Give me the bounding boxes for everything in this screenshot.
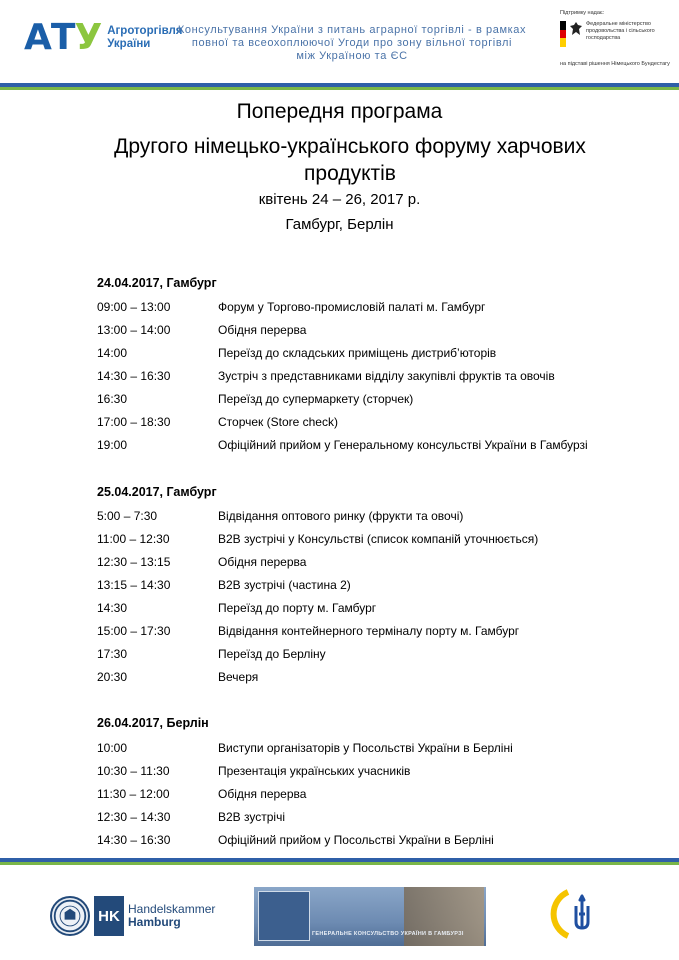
header-title bbox=[172, 24, 532, 63]
schedule-row bbox=[97, 578, 657, 594]
german-flag-icon bbox=[560, 21, 566, 47]
schedule-row bbox=[97, 532, 657, 548]
schedule-event: Відвідання оптового ринку (фрукти та овочі) bbox=[218, 509, 464, 523]
schedule-event: Обідня перерва bbox=[218, 555, 307, 569]
schedule-time: 10:30 – 11:30 bbox=[97, 764, 170, 778]
schedule-row bbox=[97, 555, 657, 571]
schedule-event: Переїзд до порту м. Гамбург bbox=[218, 601, 377, 615]
schedule-row bbox=[97, 346, 657, 362]
handelskammer-logo bbox=[50, 896, 215, 936]
schedule-time: 17:30 bbox=[97, 647, 128, 661]
sponsor-bottom-text: на підставі рішення Німецького Бундестагу bbox=[560, 61, 670, 67]
schedule-time: 15:00 – 17:30 bbox=[97, 624, 171, 638]
schedule-time: 17:00 – 18:30 bbox=[97, 415, 171, 429]
schedule-time: 20:30 bbox=[97, 670, 128, 684]
event-cities: Гамбург, Берлін bbox=[285, 216, 394, 233]
schedule-row bbox=[97, 624, 657, 640]
schedule-time: 16:30 bbox=[97, 392, 128, 406]
day-heading: 25.04.2017, Гамбург bbox=[97, 485, 217, 499]
consulate-banner bbox=[254, 887, 486, 946]
schedule-row bbox=[97, 369, 657, 385]
schedule-row bbox=[97, 670, 657, 686]
schedule-row bbox=[97, 601, 657, 617]
schedule-event: Переїзд до складських приміщень дистриб’юторів bbox=[218, 346, 497, 360]
schedule-time: 11:30 – 12:00 bbox=[97, 787, 170, 801]
schedule-time: 14:30 – 16:30 bbox=[97, 369, 171, 383]
schedule-time: 11:00 – 12:30 bbox=[97, 532, 170, 546]
schedule-time: 14:30 bbox=[97, 601, 128, 615]
schedule-time: 14:30 – 16:30 bbox=[97, 833, 171, 847]
hk-name bbox=[128, 903, 215, 929]
schedule-event: Сторчек (Store check) bbox=[218, 415, 338, 429]
schedule-row bbox=[97, 787, 657, 803]
schedule-event: B2B зустрічі у Консульстві (список компаній уточнюється) bbox=[218, 532, 539, 546]
schedule-event: Форум у Торгово-промисловій палаті м. Гамбург bbox=[218, 300, 486, 314]
schedule-time: 12:30 – 13:15 bbox=[97, 555, 171, 569]
logo-name-line2: України bbox=[107, 38, 151, 50]
header-title-line: між Україною та ЄС bbox=[296, 50, 408, 62]
schedule-event: Відвідання контейнерного терміналу порту м. Гамбург bbox=[218, 624, 520, 638]
consulate-caption: ГЕНЕРАЛЬНЕ КОНСУЛЬСТВО УКРАЇНИ В ГАМБУРЗІ bbox=[312, 931, 464, 937]
schedule-row bbox=[97, 415, 657, 431]
chamber-seal-icon bbox=[50, 896, 90, 936]
schedule-time: 13:15 – 14:30 bbox=[97, 578, 171, 592]
schedule-row bbox=[97, 741, 657, 757]
schedule-row bbox=[97, 764, 657, 780]
schedule-time: 5:00 – 7:30 bbox=[97, 509, 158, 523]
logo-name-line1: Агроторгівля bbox=[107, 25, 183, 37]
schedule-event: Переїзд до супермаркету (сторчек) bbox=[218, 392, 414, 406]
eagle-icon bbox=[569, 21, 583, 37]
hk-badge: HK bbox=[94, 896, 124, 936]
schedule-row bbox=[97, 833, 657, 849]
program-title: Попередня програма bbox=[236, 100, 443, 123]
schedule-event: Офіційний прийом у Генеральному консульстві України в Гамбурзі bbox=[218, 438, 588, 452]
schedule-row bbox=[97, 509, 657, 525]
schedule-event: B2B зустрічі (частина 2) bbox=[218, 578, 351, 592]
schedule-row bbox=[97, 438, 657, 454]
schedule-event: Обідня перерва bbox=[218, 787, 307, 801]
schedule-time: 10:00 bbox=[97, 741, 128, 755]
schedule-time: 19:00 bbox=[97, 438, 128, 452]
hk-name-line1: Handelskammer bbox=[128, 902, 216, 916]
schedule-time: 14:00 bbox=[97, 346, 128, 360]
schedule-event: Обідня перерва bbox=[218, 323, 307, 337]
schedule-time: 09:00 – 13:00 bbox=[97, 300, 171, 314]
schedule-row bbox=[97, 300, 657, 316]
header-stripe-green bbox=[0, 87, 679, 90]
schedule-event: Вечеря bbox=[218, 670, 259, 684]
schedule-time: 13:00 – 14:00 bbox=[97, 323, 171, 337]
header-title-line: Консультування України з питань аграрної торгівлі - в рамках bbox=[177, 24, 527, 36]
atu-logo bbox=[24, 17, 183, 58]
day-heading: 24.04.2017, Гамбург bbox=[97, 276, 217, 290]
hk-name-line2: Hamburg bbox=[128, 915, 181, 929]
page-header bbox=[0, 0, 679, 82]
schedule-row bbox=[97, 392, 657, 408]
schedule-event: Офіційний прийом у Посольстві України в Берліні bbox=[218, 833, 494, 847]
ukraine-trident-icon bbox=[546, 884, 606, 944]
schedule-event: Переїзд до Берліну bbox=[218, 647, 326, 661]
schedule-event: Виступи організаторів у Посольстві України в Берліні bbox=[218, 741, 513, 755]
header-title-line: повної та всеохоплюючої Угоди про зону вільної торгівлі bbox=[191, 37, 513, 49]
day-heading: 26.04.2017, Берлін bbox=[97, 716, 209, 730]
sponsor-ministry-logo bbox=[560, 10, 670, 68]
footer-stripe-green bbox=[0, 862, 679, 865]
schedule-event: Зустріч з представниками відділу закупівлі фруктів та овочів bbox=[218, 369, 555, 383]
schedule-event: Презентація українських учасників bbox=[218, 764, 411, 778]
atu-logo-mark: АТУ bbox=[24, 17, 102, 58]
forum-title: Другого німецько-українського форуму харчових продуктів bbox=[114, 135, 586, 185]
schedule-time: 12:30 – 14:30 bbox=[97, 810, 171, 824]
schedule-row bbox=[97, 323, 657, 339]
building-photo bbox=[404, 887, 484, 946]
schedule-event: B2B зустрічі bbox=[218, 810, 286, 824]
schedule-row bbox=[97, 810, 657, 826]
map-icon bbox=[258, 891, 310, 941]
event-dates: квітень 24 – 26, 2017 р. bbox=[258, 191, 421, 208]
schedule-row bbox=[97, 647, 657, 663]
sponsor-ministry-name: Федеральне міністерство продовольства і сільського господарства bbox=[586, 21, 655, 41]
sponsor-top-text: Підтримку надає: bbox=[560, 10, 605, 16]
